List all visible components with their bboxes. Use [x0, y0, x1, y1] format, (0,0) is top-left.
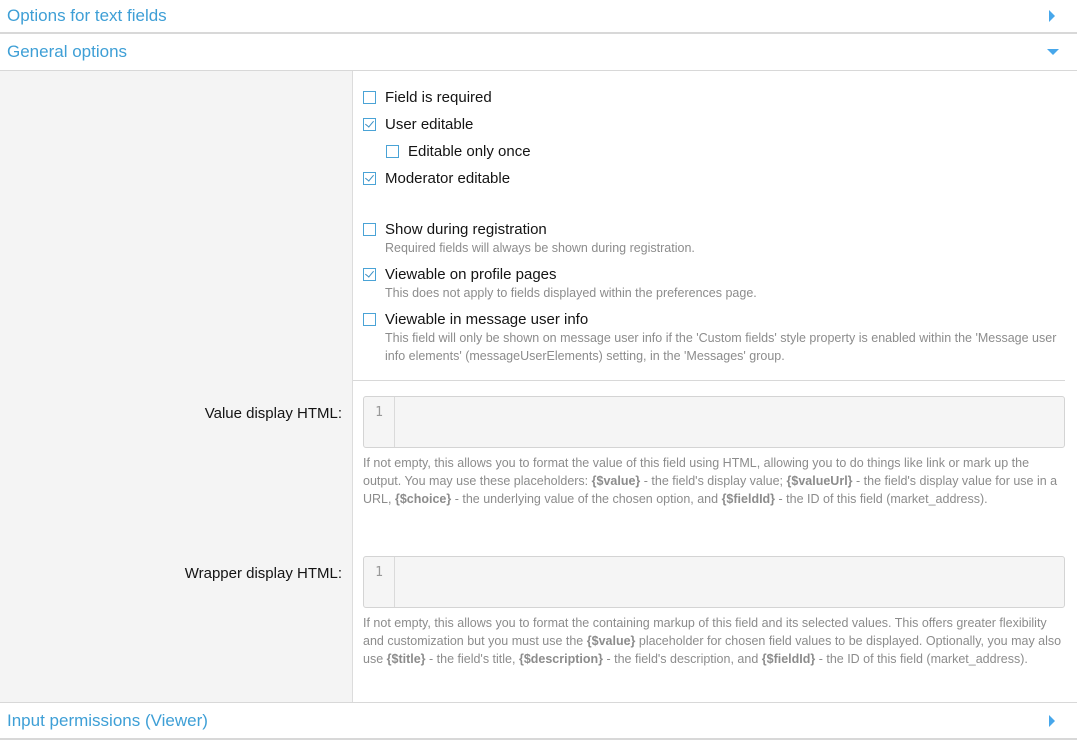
- checkbox-show-registration[interactable]: [363, 223, 376, 236]
- section-title-text-fields: Options for text fields: [7, 6, 167, 25]
- option-editable-once[interactable]: Editable only once: [386, 143, 531, 160]
- checkbox-user-editable[interactable]: [363, 118, 376, 131]
- section-header-text-fields[interactable]: [0, 0, 1077, 34]
- section-header-general[interactable]: [0, 34, 1077, 71]
- option-moderator-editable[interactable]: Moderator editable: [363, 170, 510, 187]
- checkbox-editable-once[interactable]: [386, 145, 399, 158]
- hint-viewable-message: This field will only be shown on message user info if the 'Custom fields' style property is enabled within the 'Message user info elements' (messageUserElements) setting, in the 'Messages' group.: [385, 331, 1057, 363]
- wrapper-display-label: Wrapper display HTML:: [184, 565, 342, 582]
- option-user-editable[interactable]: User editable: [363, 116, 473, 133]
- expand-arrow-icon[interactable]: [1047, 715, 1057, 727]
- value-display-explain: If not empty, this allows you to format the value of this field using HTML, allowing you to do things like link or mark up the output. You may use these placeholders: {$value} - the field's display value; {$valueUrl} - the field's display value for use in a URL, {$choice} - the underlying value of the chosen option, and {$fieldId} - the ID of this field (market_address).: [363, 456, 1058, 506]
- line-number: 1: [364, 557, 395, 607]
- wrapper-display-explain: If not empty, this allows you to format the containing markup of this field and its selected values. This offers greater flexibility and customization but you must use the {$value} placeholder for chosen field values to be displayed. Optionally, you may also use {$title} - the field's title, {$description} - the field's description, and {$fieldId} - the ID of this field (market_address).: [363, 616, 1062, 666]
- section-title-general: General options: [7, 42, 128, 61]
- option-viewable-profile[interactable]: Viewable on profile pages: [363, 266, 557, 283]
- value-display-label: Value display HTML:: [204, 405, 342, 422]
- section-header-input-permissions[interactable]: [0, 702, 1077, 740]
- checkbox-moderator-editable[interactable]: [363, 172, 376, 185]
- options-column: [353, 71, 1077, 702]
- option-show-registration[interactable]: Show during registration: [363, 221, 547, 238]
- checkbox-viewable-message[interactable]: [363, 313, 376, 326]
- general-options-body: [0, 71, 1077, 702]
- label-column: [0, 71, 353, 702]
- collapse-arrow-icon[interactable]: [1047, 46, 1057, 58]
- checkbox-field-required[interactable]: [363, 91, 376, 104]
- hint-viewable-profile: This does not apply to fields displayed within the preferences page.: [385, 286, 757, 300]
- value-display-editor[interactable]: [363, 396, 1065, 448]
- option-viewable-message[interactable]: Viewable in message user info: [363, 311, 588, 328]
- line-number: 1: [364, 397, 395, 447]
- wrapper-display-editor[interactable]: [363, 556, 1065, 608]
- value-display-code-area[interactable]: [395, 397, 1064, 447]
- wrapper-display-code-area[interactable]: [395, 557, 1064, 607]
- expand-arrow-icon[interactable]: [1047, 10, 1057, 22]
- checkbox-viewable-profile[interactable]: [363, 268, 376, 281]
- hint-show-registration: Required fields will always be shown during registration.: [385, 241, 695, 255]
- option-field-required[interactable]: Field is required: [363, 89, 492, 106]
- section-title-input-permissions: Input permissions (Viewer): [7, 710, 208, 730]
- divider: [353, 380, 1065, 381]
